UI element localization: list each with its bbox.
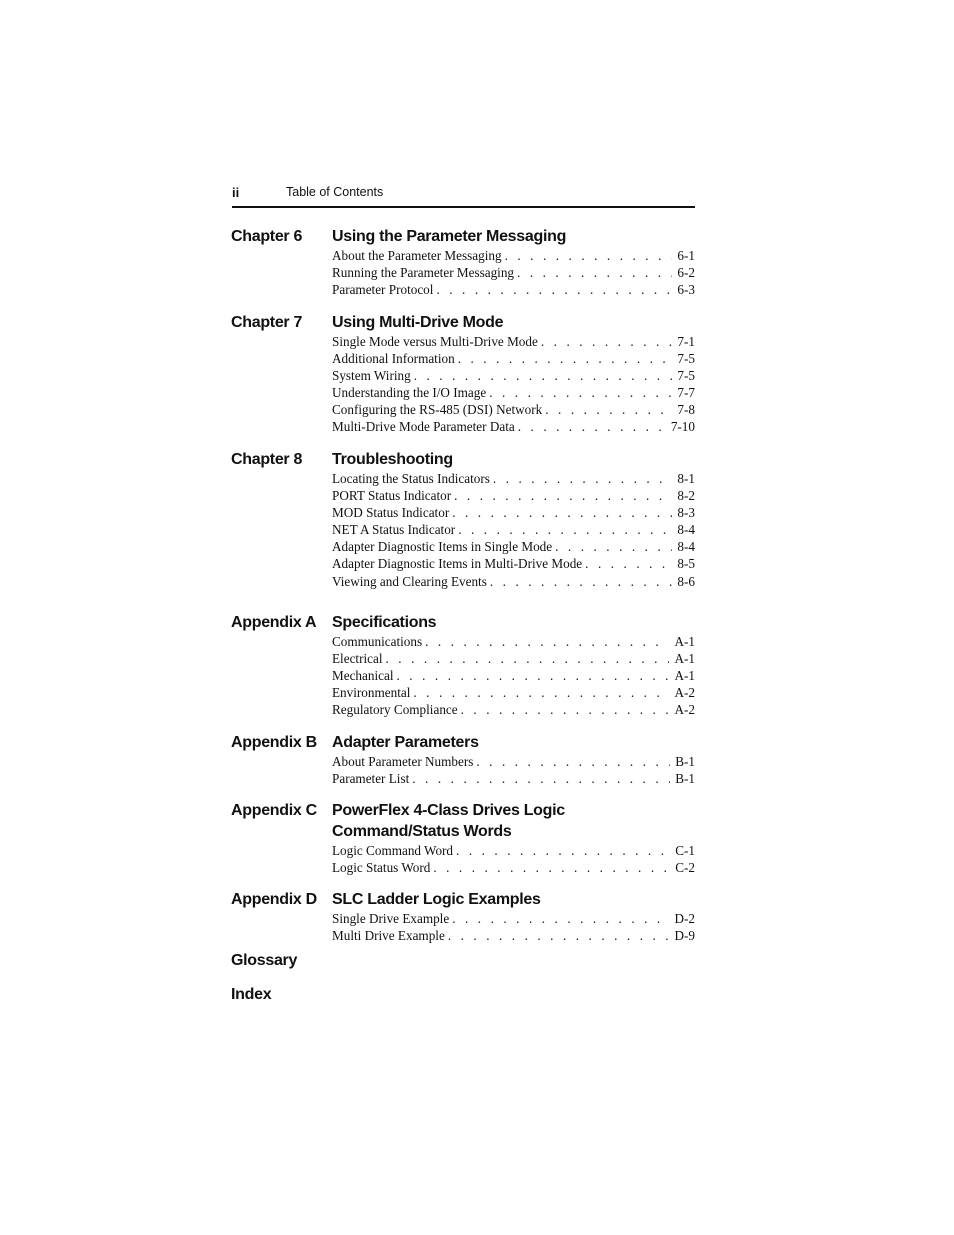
dot-leader <box>458 350 673 367</box>
section-title[interactable] <box>332 950 694 971</box>
entry-page-number: 7-1 <box>677 334 695 349</box>
dot-leader <box>452 910 669 927</box>
entry-title: Logic Command Word <box>332 843 454 858</box>
section-title[interactable]: Adapter Parameters <box>332 734 479 751</box>
toc-entry[interactable] <box>332 573 695 590</box>
section-title[interactable]: Using Multi-Drive Mode <box>332 314 504 331</box>
toc-section <box>231 889 695 944</box>
dot-leader <box>490 573 673 590</box>
entry-title: Locating the Status Indicators <box>332 471 490 486</box>
entry-list <box>332 910 695 944</box>
toc-entry[interactable] <box>332 504 695 521</box>
entry-title: Parameter List <box>332 771 410 787</box>
entry-title: About Parameter Numbers <box>332 754 474 769</box>
entry-title: MOD Status Indicator <box>332 505 450 521</box>
toc-entry[interactable] <box>332 927 695 944</box>
entry-title: NET A Status Indicator <box>332 522 456 538</box>
entry-title: Communications <box>332 634 423 649</box>
toc-entry[interactable] <box>332 667 695 684</box>
section-label[interactable]: Appendix D <box>231 891 317 908</box>
entry-list <box>332 842 695 876</box>
toc-section <box>231 950 695 971</box>
dot-leader <box>386 650 670 667</box>
entry-title: Adapter Diagnostic Items in Multi-Drive Mode <box>332 556 583 572</box>
page-number: ii <box>232 185 240 200</box>
dot-leader <box>458 521 672 538</box>
entry-page-number: D-9 <box>674 928 695 944</box>
entry-title: Parameter Protocol <box>332 282 434 298</box>
toc-entry[interactable] <box>332 418 695 435</box>
toc-section <box>231 984 695 1005</box>
dot-leader <box>517 264 672 281</box>
page-header <box>232 183 695 208</box>
entry-page-number: 8-1 <box>677 471 695 486</box>
entry-title: Single Drive Example <box>332 911 450 926</box>
toc-entry[interactable] <box>332 701 695 718</box>
toc-entry[interactable] <box>332 333 695 350</box>
entry-page-number: A-1 <box>674 668 695 684</box>
entry-title: Adapter Diagnostic Items in Single Mode <box>332 539 553 555</box>
section-label[interactable]: Appendix B <box>231 734 317 751</box>
section-label[interactable]: Glossary <box>231 952 298 969</box>
dot-leader <box>452 504 672 521</box>
entry-title: Single Mode versus Multi-Drive Mode <box>332 334 538 349</box>
dot-leader <box>456 842 670 859</box>
entry-page-number: 7-8 <box>677 402 695 418</box>
toc-entry[interactable] <box>332 487 695 504</box>
toc-entry[interactable] <box>332 770 695 787</box>
running-header-title: Table of Contents <box>286 185 384 199</box>
entry-title: Mechanical <box>332 668 394 684</box>
toc-section <box>231 449 695 590</box>
dot-leader <box>476 753 670 770</box>
dot-leader <box>414 367 673 384</box>
toc-entry[interactable] <box>332 367 695 384</box>
entry-page-number: 6-3 <box>677 282 695 298</box>
entry-page-number: 8-2 <box>677 488 695 504</box>
entry-page-number: D-2 <box>674 911 695 926</box>
section-label[interactable]: Index <box>231 986 272 1003</box>
toc-entry[interactable] <box>332 384 695 401</box>
entry-title: System Wiring <box>332 368 411 384</box>
entry-title: Viewing and Clearing Events <box>332 573 487 589</box>
entry-page-number: A-2 <box>674 702 695 718</box>
entry-title: PORT Status Indicator <box>332 488 452 504</box>
entry-title: About the Parameter Messaging <box>332 248 502 263</box>
toc-entry[interactable] <box>332 521 695 538</box>
section-title[interactable]: SLC Ladder Logic Examples <box>332 891 541 908</box>
dot-leader <box>436 281 672 298</box>
section-title[interactable]: Using the Parameter Messaging <box>332 228 567 245</box>
toc-entry[interactable] <box>332 633 695 650</box>
entry-page-number: 8-5 <box>677 556 695 572</box>
entry-title: Multi-Drive Mode Parameter Data <box>332 419 515 435</box>
entry-title: Running the Parameter Messaging <box>332 265 515 281</box>
dot-leader <box>541 333 673 350</box>
entry-title: Configuring the RS-485 (DSI) Network <box>332 402 543 418</box>
section-label[interactable]: Chapter 6 <box>231 228 303 245</box>
entry-page-number: C-1 <box>675 843 695 858</box>
toc-entry[interactable] <box>332 842 695 859</box>
toc-entry[interactable] <box>332 264 695 281</box>
section-label[interactable]: Appendix A <box>231 614 317 631</box>
entry-list <box>332 470 695 590</box>
section-title[interactable]: Troubleshooting <box>332 451 453 468</box>
toc-entry[interactable] <box>332 350 695 367</box>
entry-page-number: 7-5 <box>677 368 695 384</box>
toc-entry[interactable] <box>332 650 695 667</box>
toc-entry[interactable] <box>332 684 695 701</box>
dot-leader <box>454 487 672 504</box>
entry-page-number: 6-2 <box>677 265 695 281</box>
toc-section <box>231 226 695 298</box>
dot-leader <box>518 418 666 435</box>
dot-leader <box>585 555 672 572</box>
toc-section <box>231 612 695 718</box>
section-label[interactable]: Chapter 7 <box>231 314 303 331</box>
entry-title: Logic Status Word <box>332 860 431 876</box>
entry-page-number: B-1 <box>675 754 695 769</box>
toc-entry[interactable] <box>332 555 695 572</box>
toc-entry[interactable] <box>332 247 695 264</box>
entry-title: Understanding the I/O Image <box>332 385 487 401</box>
entry-list <box>332 247 695 298</box>
dot-leader <box>425 633 669 650</box>
entry-list <box>332 333 695 436</box>
entry-page-number: 6-1 <box>677 248 695 263</box>
dot-leader <box>412 770 670 787</box>
toc-entry[interactable] <box>332 281 695 298</box>
dot-leader <box>493 470 673 487</box>
toc-entry[interactable] <box>332 401 695 418</box>
toc-section <box>231 732 695 787</box>
entry-page-number: B-1 <box>675 771 695 787</box>
entry-title: Multi Drive Example <box>332 928 445 944</box>
toc-section <box>231 312 695 436</box>
toc-section <box>231 800 695 876</box>
entry-title: Additional Information <box>332 351 455 367</box>
section-label[interactable]: Appendix C <box>231 802 317 819</box>
dot-leader <box>448 927 670 944</box>
dot-leader <box>397 667 670 684</box>
entry-page-number: 7-10 <box>670 419 695 435</box>
entry-title: Electrical <box>332 651 383 667</box>
toc-entry[interactable] <box>332 753 695 770</box>
entry-title: Environmental <box>332 685 411 701</box>
section-title[interactable] <box>332 984 694 1005</box>
entry-page-number: 8-4 <box>677 522 695 538</box>
dot-leader <box>461 701 670 718</box>
entry-page-number: A-2 <box>674 685 695 701</box>
section-label[interactable]: Chapter 8 <box>231 451 303 468</box>
entry-page-number: A-1 <box>674 651 695 667</box>
dot-leader <box>489 384 672 401</box>
dot-leader <box>555 538 672 555</box>
entry-page-number: C-2 <box>675 860 695 876</box>
section-title[interactable]: PowerFlex 4-Class Drives Logic Command/Status Words <box>332 802 565 840</box>
entry-page-number: 7-7 <box>677 385 695 401</box>
toc-entry[interactable] <box>332 859 695 876</box>
entry-page-number: A-1 <box>674 634 695 649</box>
dot-leader <box>413 684 669 701</box>
entry-list <box>332 753 695 787</box>
dot-leader <box>545 401 672 418</box>
toc-entry[interactable] <box>332 910 695 927</box>
entry-list <box>332 633 695 718</box>
dot-leader <box>433 859 670 876</box>
entry-page-number: 8-6 <box>677 573 695 589</box>
section-title[interactable]: Specifications <box>332 614 437 631</box>
dot-leader <box>505 247 673 264</box>
entry-page-number: 7-5 <box>677 351 695 367</box>
toc-entry[interactable] <box>332 538 695 555</box>
toc-entry[interactable] <box>332 470 695 487</box>
entry-page-number: 8-4 <box>677 539 695 555</box>
entry-page-number: 8-3 <box>677 505 695 521</box>
entry-title: Regulatory Compliance <box>332 702 458 718</box>
